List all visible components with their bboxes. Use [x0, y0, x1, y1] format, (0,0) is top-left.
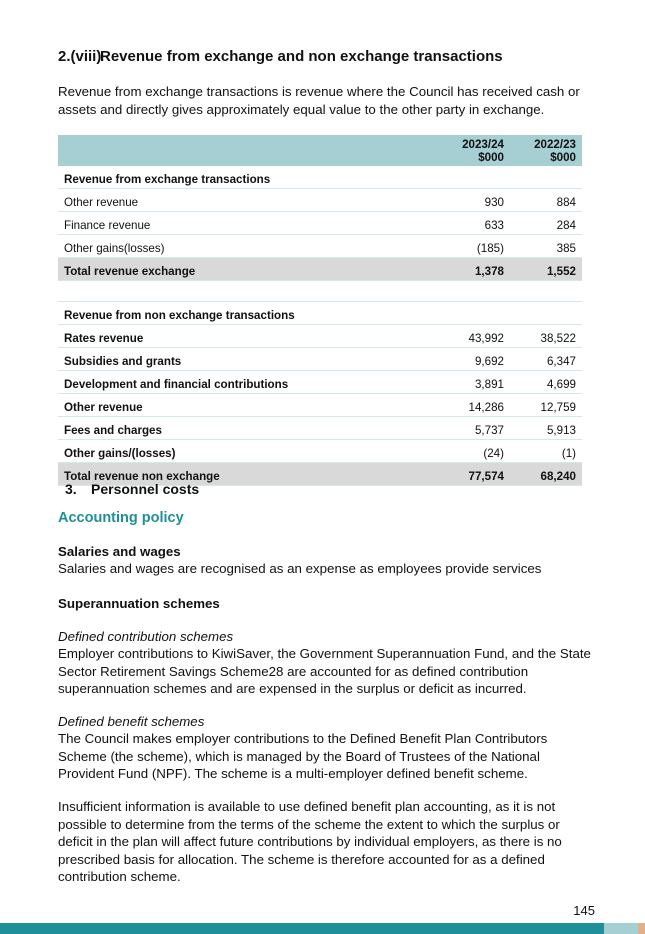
footer-bar-accent: [638, 923, 645, 934]
table-row: Development and financial contributions 3,891 4,699: [58, 371, 582, 394]
footer-bar-light: [604, 923, 638, 934]
accounting-policy-heading: Accounting policy: [58, 510, 184, 526]
table-row: Other revenue 14,286 12,759: [58, 394, 582, 417]
personnel-title: Personnel costs: [91, 481, 200, 497]
defined-contribution-heading: Defined contribution schemes: [58, 629, 234, 644]
table-row: Other gains(losses) (185) 385: [58, 235, 582, 258]
salaries-text: Salaries and wages are recognised as an expense as employees provide services: [58, 561, 542, 576]
table-spacer-row: [58, 281, 582, 302]
table-row: Other gains/(losses) (24) (1): [58, 440, 582, 463]
defined-benefit-heading: Defined benefit schemes: [58, 714, 205, 729]
revenue-table: [58, 135, 582, 486]
defined-benefit-text: The Council makes employer contributions to the Defined Benefit Plan Contributors Scheme (the scheme), which is managed by the Board of Trustees of the National Provident Fund (NPF). The scheme is a multi-employer defined benefit scheme.: [58, 731, 548, 781]
section-heading: [58, 48, 503, 65]
table-row: Fees and charges 5,737 5,913: [58, 417, 582, 440]
col-header-2023: 2023/24 $000: [428, 135, 510, 166]
table-row: Subsidies and grants 9,692 6,347: [58, 348, 582, 371]
table-total-row: Total revenue non exchange 77,574 68,240: [58, 463, 582, 486]
table-row: Finance revenue 633 284: [58, 212, 582, 235]
salaries-heading: Salaries and wages: [58, 544, 181, 559]
table-total-row: Total revenue exchange 1,378 1,552: [58, 258, 582, 281]
table-section-heading: Revenue from exchange transactions: [58, 166, 582, 189]
personnel-heading: [65, 481, 199, 497]
footer-bar: [0, 923, 604, 934]
insufficient-info-text: Insufficient information is available to use defined benefit plan accounting, as it is not possible to determine from the terms of the scheme the extent to which the surplus or deficit in the plan will affect future contributions by individual employers, as there is no prescribed basis for allocation. The scheme is therefore accounted for as a defined contribution scheme.: [58, 799, 562, 884]
table-row: Rates revenue 43,992 38,522: [58, 325, 582, 348]
section-title: Revenue from exchange and non exchange transactions: [100, 48, 503, 65]
defined-contribution-text: Employer contributions to KiwiSaver, the Government Superannuation Fund, and the State Sector Retirement Savings Scheme28 are accounted for as defined contribution superannuation schemes and are expensed in the surplus or deficit as incurred.: [58, 646, 591, 696]
table-row: Other revenue 930 884: [58, 189, 582, 212]
page-number: 145: [573, 903, 595, 918]
table-section-heading: Revenue from non exchange transactions: [58, 302, 582, 325]
col-header-2022: 2022/23 $000: [510, 135, 582, 166]
superannuation-heading: Superannuation schemes: [58, 596, 220, 611]
section-number: 2.(viii): [58, 48, 102, 65]
personnel-number: 3.: [65, 481, 77, 497]
table-header-row: [58, 135, 582, 166]
intro-paragraph: Revenue from exchange transactions is revenue where the Council has received cash or assets and directly gives approximately equal value to the other party in exchange.: [58, 84, 580, 117]
